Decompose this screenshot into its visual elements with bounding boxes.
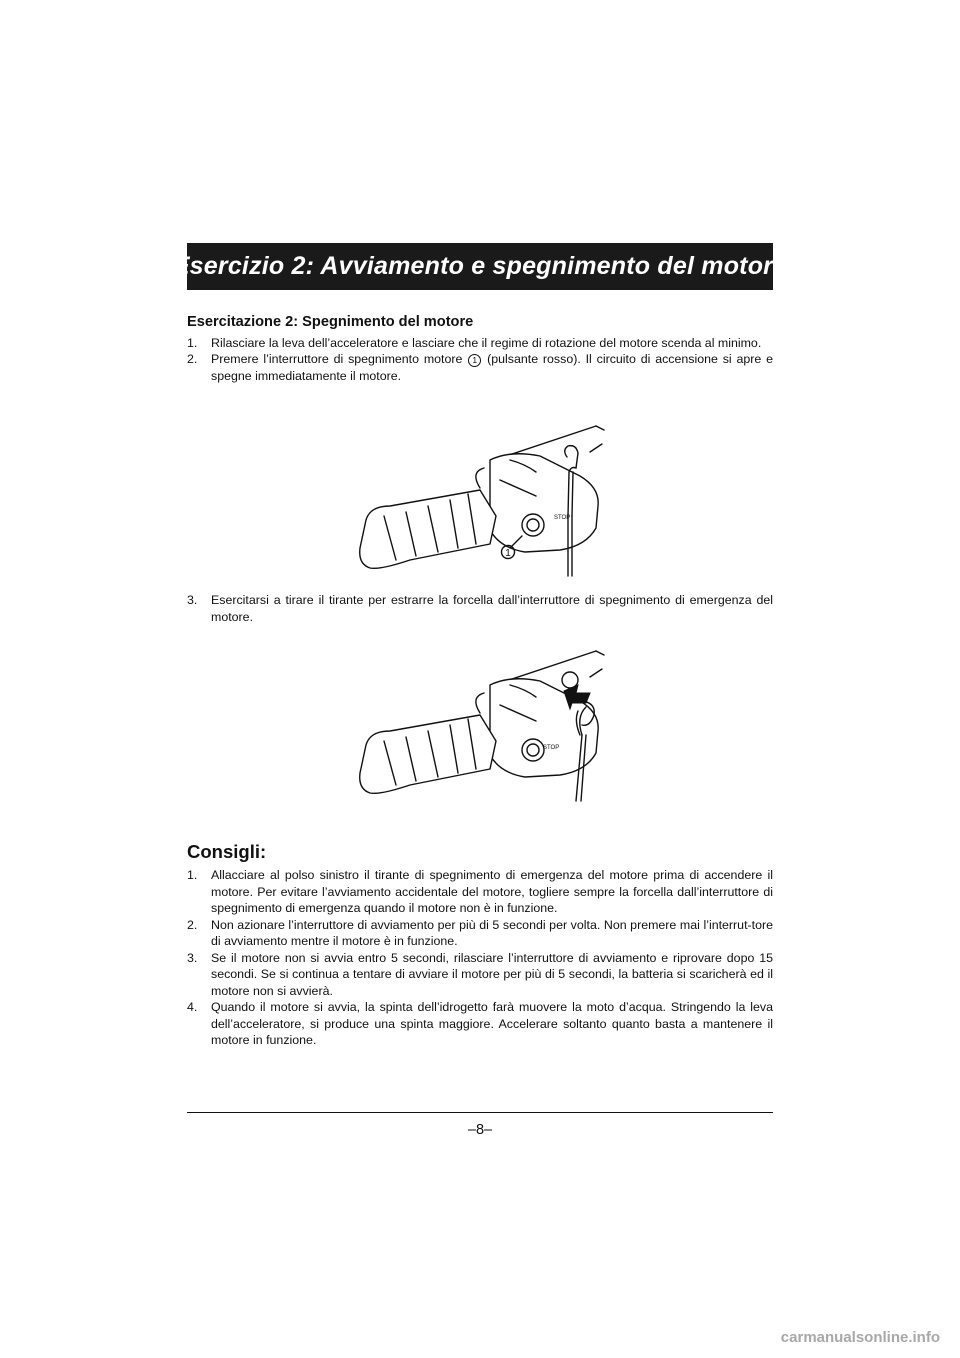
step-text-after: (pulsante rosso). Il circuito di accensione si apre e spegne immediatamente il motore. — [211, 352, 774, 383]
stop-label: STOP — [543, 745, 560, 751]
step-text — [211, 351, 773, 384]
tip-text: Non azionare l’interruttore di avviamento per più di 5 secondi per volta. Non premere mai l’interrut-tore di avviamento mentre il motore è in funzione. — [211, 917, 773, 948]
step-item — [187, 351, 773, 384]
tip-number: 2. — [187, 917, 198, 932]
step-text-before: Premere l’interruttore di spegnimento motore — [211, 352, 463, 366]
tips-heading: Consigli: — [187, 841, 267, 862]
tip-number: 3. — [187, 950, 198, 965]
tip-text: Quando il motore si avvia, la spinta dell’idrogetto farà muovere la moto d’acqua. Stringendo la leva dell’acceleratore, si produce una spinta maggiore. Accelerare soltanto quanto basta a mantenere il motore in funzione. — [211, 1000, 773, 1047]
tip-item — [187, 950, 773, 1000]
step-item — [187, 335, 773, 352]
tip-text: Allacciare al polso sinistro il tirante di spegnimento di emergenza del motore prima di accendere il motore. Per evitare l’avviamento accidentale del motore, togliere sempre la forcella dall’interruttore di spegnimento di emergenza quando il motore non è in funzione. — [211, 868, 773, 915]
tip-number: 1. — [187, 868, 198, 882]
chapter-title: Esercizio 2: Avviamento e spegnimento del motore — [172, 252, 788, 280]
step-text: Esercitarsi a tirare il tirante per estrarre la forcella dall’interruttore di spegnimento di emergenza del motore. — [211, 593, 773, 624]
tips-list — [187, 867, 773, 1049]
step-number: 3. — [187, 593, 198, 607]
tip-number: 4. — [187, 1000, 198, 1014]
step-item — [187, 592, 773, 625]
tip-text: Se il motore non si avvia entro 5 secondi, rilasciare l’interruttore di avviamento e riprovare dopo 15 secondi. Se si continua a tentare di avviare il motore per più di 5 secondi, la batteria si scaricherà ed il motore non si avvierà. — [211, 950, 773, 998]
tip-item — [187, 999, 773, 1049]
stop-label: STOP — [554, 515, 571, 521]
step-number: 2. — [187, 352, 198, 366]
callout-reference: 1 — [468, 354, 481, 367]
handlebar-stop-switch-illustration — [350, 420, 610, 580]
tips-section — [187, 867, 773, 1049]
watermark-text: carmanualsonline.info — [780, 1329, 940, 1346]
callout-number: 1 — [505, 548, 511, 559]
step-number: 1. — [187, 335, 198, 350]
tip-item — [187, 867, 773, 917]
steps-list-continued — [187, 592, 773, 625]
steps-list — [187, 335, 773, 385]
page-number: –8– — [467, 1122, 493, 1138]
section-stop-engine — [187, 314, 773, 384]
step-text: Rilasciare la leva dell’acceleratore e lasciare che il regime di rotazione del motore scenda al minimo. — [211, 335, 762, 350]
chapter-banner — [172, 243, 788, 290]
section-heading: Esercitazione 2: Spegnimento del motore — [187, 314, 474, 330]
lanyard-removal-illustration — [350, 645, 610, 805]
section-step-3 — [187, 592, 773, 625]
tip-item — [187, 917, 773, 950]
footer-divider — [187, 1112, 773, 1113]
